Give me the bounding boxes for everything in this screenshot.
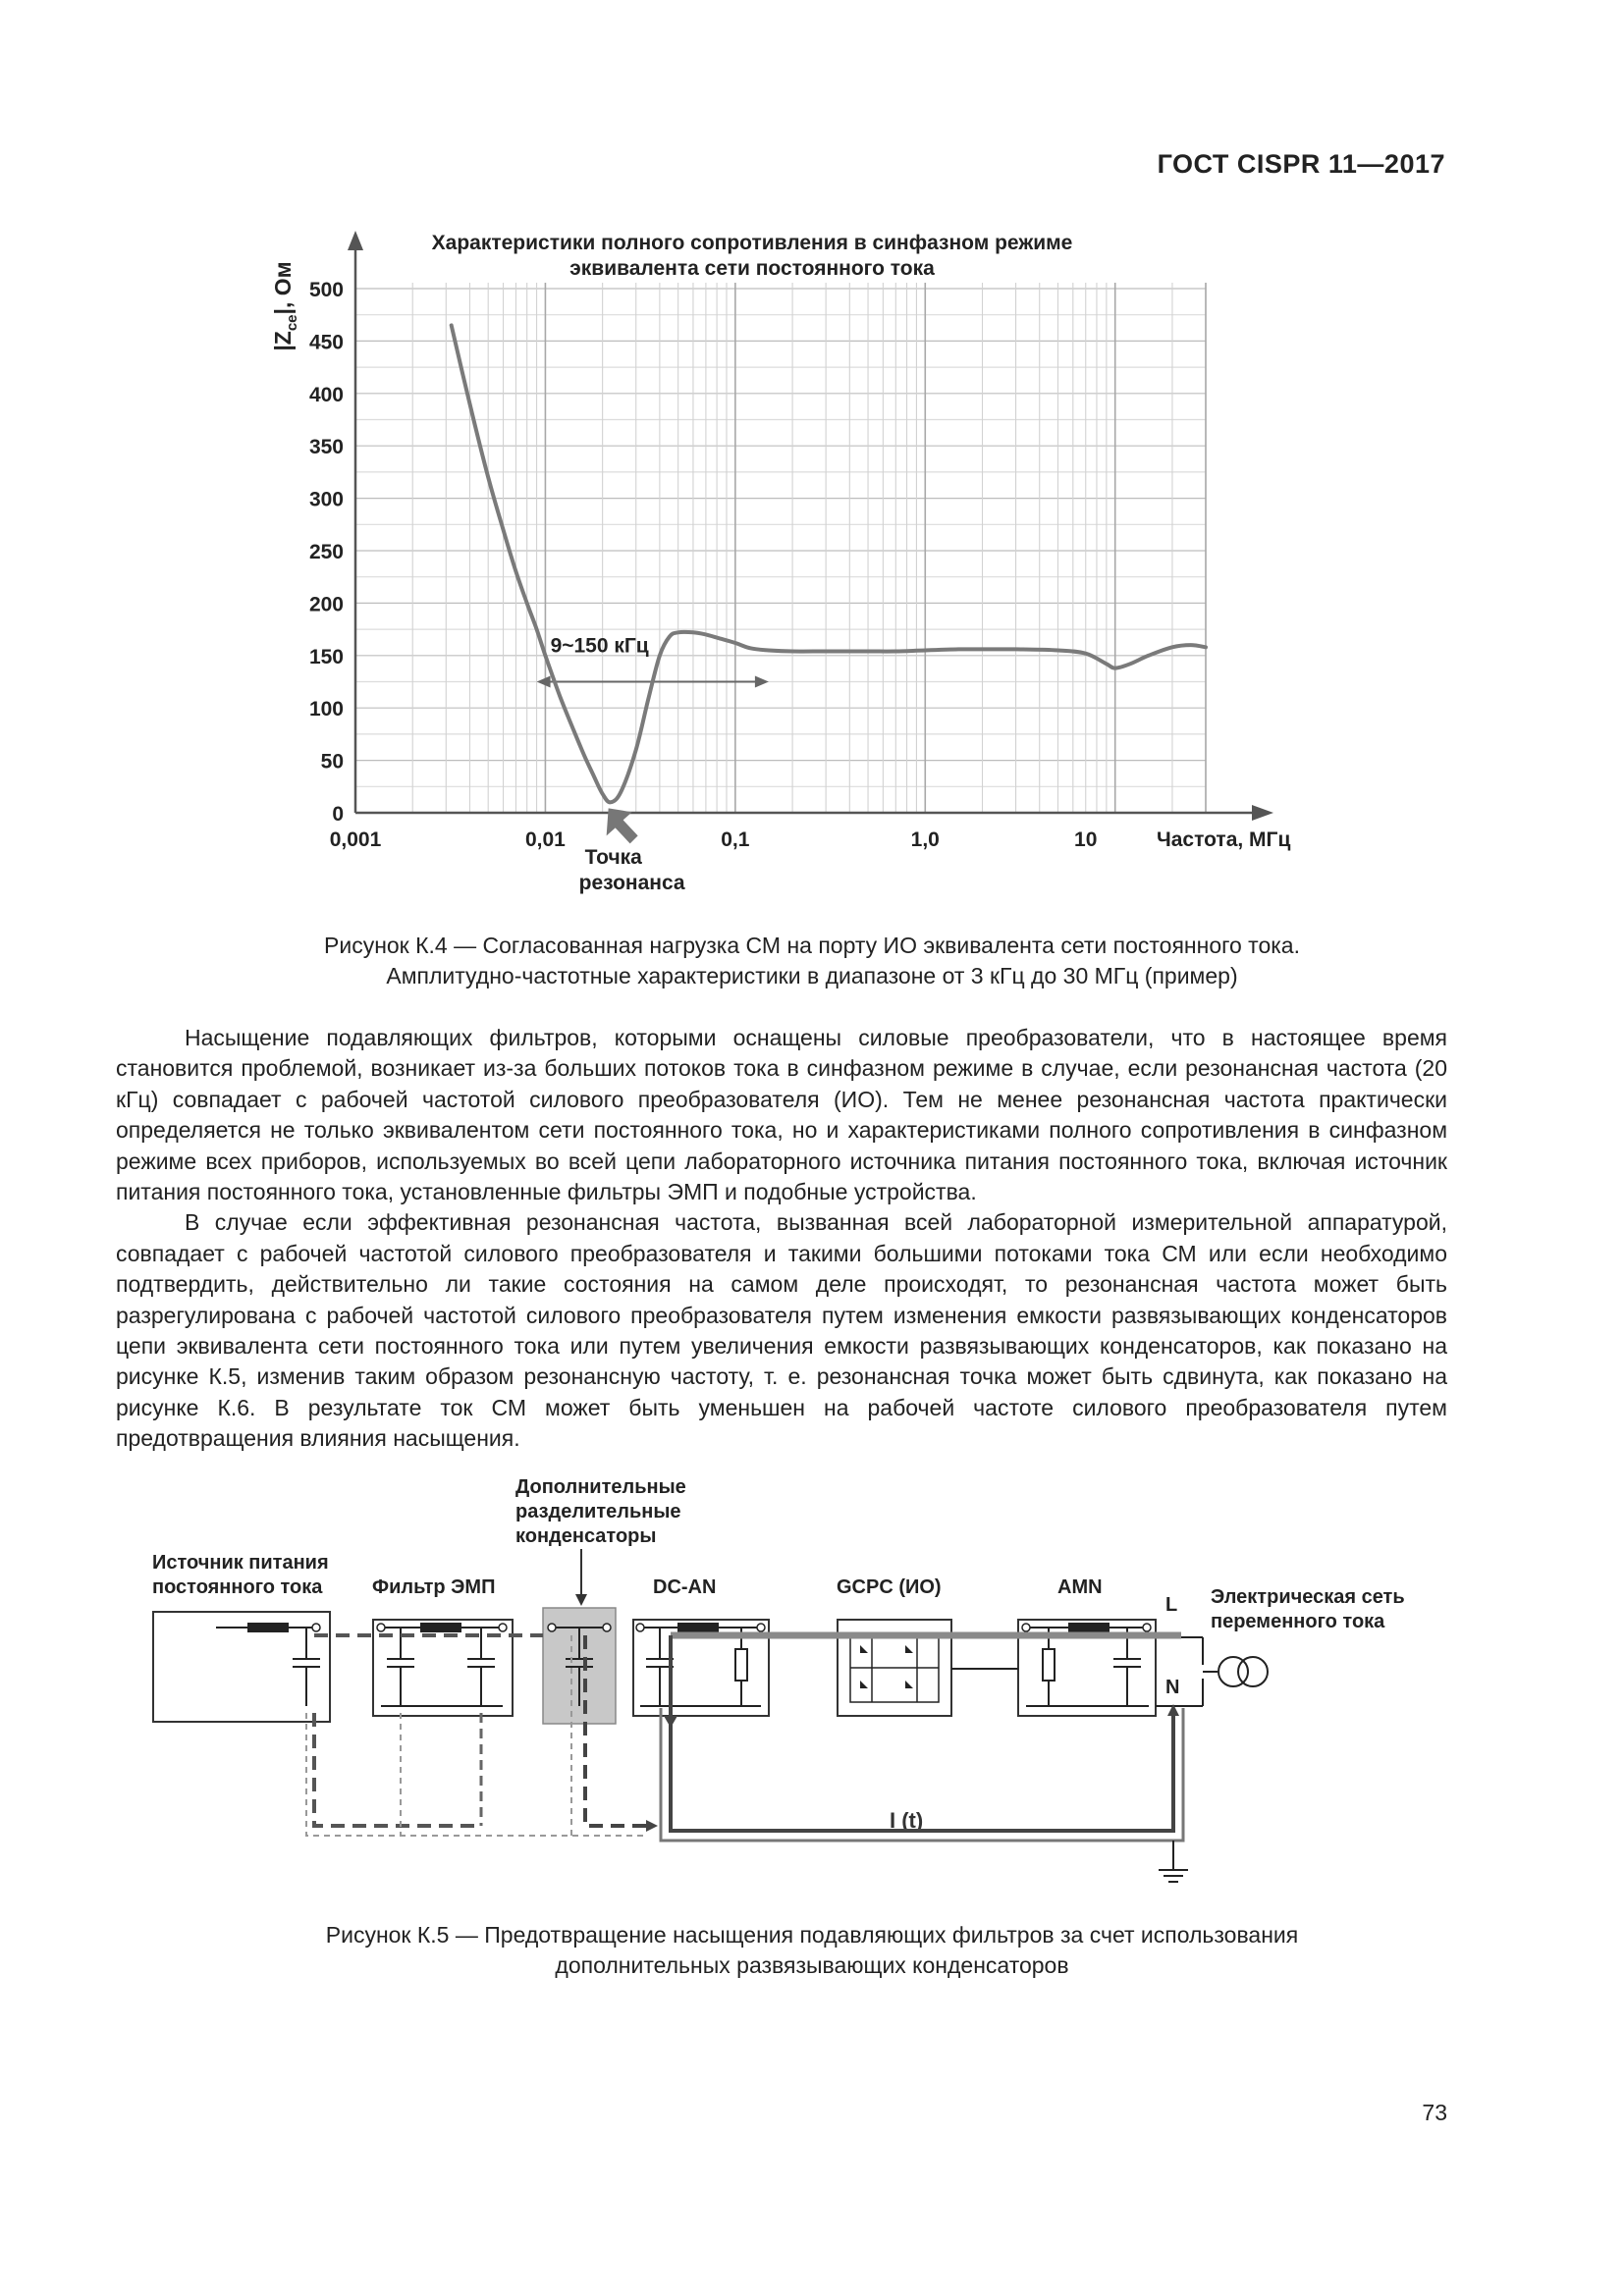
source-terminal [312, 1624, 320, 1631]
y-tick-label: 100 [308, 698, 344, 721]
source-label-line2: постоянного тока [152, 1576, 323, 1598]
transformer-coil-2 [1238, 1657, 1268, 1686]
page-number: 73 [1422, 2100, 1447, 2125]
y-tick-label: 0 [332, 803, 344, 826]
source-label-line1: Источник питания [152, 1552, 329, 1574]
dashed-path-source [314, 1713, 481, 1826]
x-tick-label: 0,1 [721, 828, 750, 851]
paragraph-1: Насыщение подавляющих фильтров, которыми оснащены силовые преобразователи, что в настоящее время становится проблемой, возникает из-за больших потоков тока в синфазном режиме в случае, если резонансная частота (20 кГц) совпадает с рабочей частотой силового преобразователя (ИО). Тем не менее резонансная частота практически определяется не только эквивалентом сети постоянного тока, но и характеристиками полного сопротивления в синфазном режиме всех приборов, используемых во всей цепи лабораторного источника питания постоянного тока, включая источник питания постоянного тока, установленные фильтры ЭМП и подобные устройства. [116, 1025, 1447, 1205]
gcpc-label: GCPC (ИО) [837, 1576, 942, 1598]
frequency-range-label: 9~150 кГц [550, 634, 649, 658]
dashed-arrow-right [646, 1820, 658, 1832]
dashed-path-outer [306, 1713, 648, 1836]
extra-terminal-out [603, 1624, 611, 1631]
amn-terminal-in [1022, 1624, 1030, 1631]
figure-k4-caption-line1: Рисунок К.4 — Согласованная нагрузка СМ на порту ИО эквивалента сети постоянного тока. [324, 933, 1300, 958]
emi-filter-label: Фильтр ЭМП [372, 1576, 496, 1598]
emi-terminal-out [499, 1624, 507, 1631]
y-tick-label: 350 [308, 436, 344, 459]
line-n-label: N [1165, 1677, 1180, 1698]
resonance-label-line1: Точка [584, 846, 642, 869]
x-tick-label: 0,01 [524, 828, 566, 851]
y-tick-label: 50 [320, 750, 344, 774]
y-axis-label-main: |Z [270, 331, 296, 351]
x-tick-label: 1,0 [910, 828, 940, 851]
y-axis-label-unit: |, Ом [270, 261, 296, 315]
y-tick-label: 150 [308, 645, 344, 668]
emi-inductor [420, 1623, 461, 1632]
figure-k5-caption [0, 1920, 1624, 1981]
current-label: I (t) [890, 1808, 924, 1833]
amn-resistor [1043, 1649, 1055, 1681]
y-tick-label: 400 [308, 383, 344, 406]
figure-k5-caption-line1: Рисунок К.5 — Предотвращение насыщения подавляющих фильтров за счет использования [325, 1922, 1299, 1948]
extra-caps-callout-arrow [575, 1594, 587, 1606]
amn-label: AMN [1057, 1576, 1103, 1598]
ac-grid-label-line2: переменного тока [1211, 1611, 1385, 1632]
dcan-terminal-in [636, 1624, 644, 1631]
extra-caps-label-line3: конденсаторы [515, 1525, 657, 1547]
dcan-inductor [677, 1623, 719, 1632]
y-tick-label: 450 [308, 331, 344, 354]
resonance-label-line2: резонанса [578, 872, 685, 894]
amn-inductor [1068, 1623, 1110, 1632]
dcan-label: DC-AN [653, 1576, 717, 1598]
figure-k5-caption-line2: дополнительных развязывающих конденсаторов [555, 1952, 1069, 1978]
dcan-resistor [735, 1649, 747, 1681]
y-tick-label: 300 [308, 488, 344, 511]
y-tick-label: 250 [308, 541, 344, 563]
chart-title-line2: эквивалента сети постоянного тока [569, 257, 935, 280]
x-tick-label: 0,001 [329, 828, 382, 851]
source-inductor [247, 1623, 289, 1632]
y-tick-label: 500 [308, 279, 344, 301]
document-standard-header: ГОСТ CISPR 11—2017 [1157, 149, 1445, 179]
y-tick-label: 200 [308, 593, 344, 616]
y-axis-label-sub: ce [284, 314, 300, 332]
figure-k4-caption-line2: Амплитудно-частотные характеристики в диапазоне от 3 кГц до 30 МГц (пример) [386, 963, 1238, 988]
dcan-terminal-out [757, 1624, 765, 1631]
chart-title-line1: Характеристики полного сопротивления в синфазном режиме [431, 232, 1073, 254]
extra-caps-label-line1: Дополнительные [515, 1476, 686, 1498]
x-tick-label: 10 [1074, 828, 1098, 851]
emi-terminal-in [377, 1624, 385, 1631]
ac-grid-label-line1: Электрическая сеть [1211, 1586, 1405, 1608]
amn-terminal-out [1143, 1624, 1151, 1631]
x-axis-label: Частота, МГц [1157, 828, 1291, 851]
paragraph-2: В случае если эффективная резонансная частота, вызванная всей лабораторной измерительной аппаратурой, совпадает с рабочей частотой силового преобразователя и такими большими потоками тока СМ или если необходимо подтвердить, действительно ли такие состояния на самом деле происходят, то резонансная частота может быть разрегулирована с рабочей частотой силового преобразователя путем изменения емкости развязывающих конденсаторов цепи эквивалента сети постоянного тока или путем увеличения емкости развязывающих конденсаторов, как показано на рисунке К.5, изменив таким образом резонансную частоту, т. е. резонансная точка может быть сдвинута, как показано на рисунке К.6. В результате ток СМ может быть уменьшен на рабочей частоте силового преобразователя путем предотвращения влияния насыщения. [116, 1209, 1447, 1452]
extra-caps-label-line2: разделительные [515, 1501, 681, 1522]
extra-terminal-in [548, 1624, 556, 1631]
cm-arrow-left [664, 1716, 677, 1728]
line-l-label: L [1165, 1594, 1178, 1616]
